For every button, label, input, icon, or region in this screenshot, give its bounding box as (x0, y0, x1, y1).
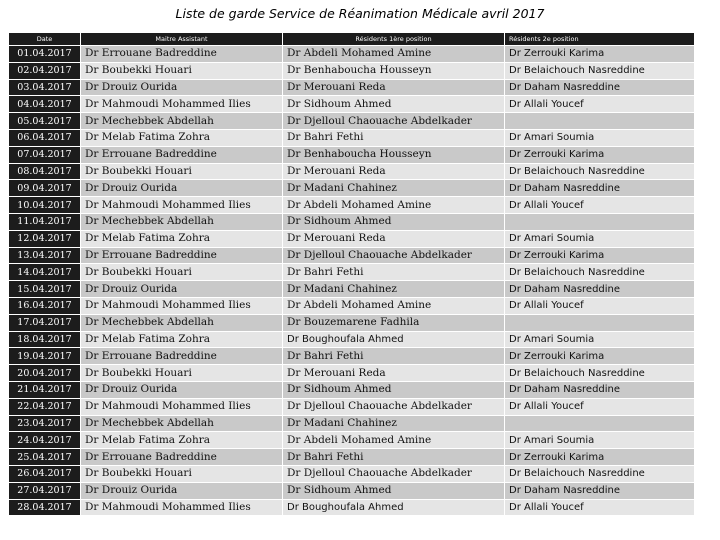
table-row (9, 398, 695, 415)
date-cell: 17.04.2017 (9, 314, 81, 331)
maitre-assistant-cell: Dr Boubekki Houari (81, 465, 283, 482)
resident-2-cell: Dr Belaichouch Nasreddine (505, 163, 695, 180)
resident-2-cell (505, 415, 695, 432)
resident-2-cell: Dr Belaichouch Nasreddine (505, 465, 695, 482)
table-row (9, 163, 695, 180)
resident-1-cell: Dr Abdeli Mohamed Amine (283, 432, 505, 449)
maitre-assistant-cell: Dr Boubekki Houari (81, 365, 283, 382)
resident-1-cell: Dr Bahri Fethi (283, 264, 505, 281)
resident-2-cell: Dr Daham Nasreddine (505, 79, 695, 96)
maitre-assistant-cell: Dr Boubekki Houari (81, 264, 283, 281)
date-cell: 22.04.2017 (9, 398, 81, 415)
roster-body (9, 46, 695, 516)
table-row (9, 96, 695, 113)
resident-1-cell: Dr Merouani Reda (283, 365, 505, 382)
header-maitre-assistant: Maitre Assistant (81, 33, 283, 46)
table-row (9, 314, 695, 331)
date-cell: 14.04.2017 (9, 264, 81, 281)
maitre-assistant-cell: Dr Mahmoudi Mohammed Ilies (81, 499, 283, 516)
table-row (9, 348, 695, 365)
date-cell: 12.04.2017 (9, 230, 81, 247)
maitre-assistant-cell: Dr Mechebbek Abdellah (81, 113, 283, 130)
date-cell: 28.04.2017 (9, 499, 81, 516)
maitre-assistant-cell: Dr Mahmoudi Mohammed Ilies (81, 398, 283, 415)
table-row (9, 465, 695, 482)
maitre-assistant-cell: Dr Mahmoudi Mohammed Ilies (81, 197, 283, 214)
maitre-assistant-cell: Dr Melab Fatima Zohra (81, 230, 283, 247)
resident-2-cell: Dr Amari Soumia (505, 129, 695, 146)
table-row (9, 449, 695, 466)
maitre-assistant-cell: Dr Drouiz Ourida (81, 381, 283, 398)
date-cell: 03.04.2017 (9, 79, 81, 96)
resident-1-cell: Dr Sidhoum Ahmed (283, 213, 505, 230)
table-row (9, 213, 695, 230)
resident-2-cell: Dr Allali Youcef (505, 96, 695, 113)
table-row (9, 482, 695, 499)
table-row (9, 381, 695, 398)
table-row (9, 499, 695, 516)
date-cell: 19.04.2017 (9, 348, 81, 365)
date-cell: 23.04.2017 (9, 415, 81, 432)
resident-2-cell: Dr Zerrouki Karima (505, 247, 695, 264)
resident-1-cell: Dr Bahri Fethi (283, 129, 505, 146)
resident-1-cell: Dr Benhaboucha Housseyn (283, 62, 505, 79)
maitre-assistant-cell: Dr Mechebbek Abdellah (81, 213, 283, 230)
maitre-assistant-cell: Dr Drouiz Ourida (81, 281, 283, 298)
resident-1-cell: Dr Djelloul Chaouache Abdelkader (283, 113, 505, 130)
resident-1-cell: Dr Benhaboucha Housseyn (283, 146, 505, 163)
date-cell: 02.04.2017 (9, 62, 81, 79)
resident-2-cell: Dr Daham Nasreddine (505, 180, 695, 197)
resident-1-cell: Dr Madani Chahinez (283, 180, 505, 197)
resident-1-cell: Dr Djelloul Chaouache Abdelkader (283, 398, 505, 415)
date-cell: 13.04.2017 (9, 247, 81, 264)
maitre-assistant-cell: Dr Drouiz Ourida (81, 482, 283, 499)
resident-2-cell: Dr Allali Youcef (505, 197, 695, 214)
date-cell: 15.04.2017 (9, 281, 81, 298)
date-cell: 01.04.2017 (9, 46, 81, 63)
date-cell: 26.04.2017 (9, 465, 81, 482)
table-row (9, 331, 695, 348)
resident-1-cell: Dr Abdeli Mohamed Amine (283, 197, 505, 214)
maitre-assistant-cell: Dr Drouiz Ourida (81, 79, 283, 96)
date-cell: 04.04.2017 (9, 96, 81, 113)
date-cell: 07.04.2017 (9, 146, 81, 163)
table-row (9, 46, 695, 63)
table-row (9, 264, 695, 281)
maitre-assistant-cell: Dr Mahmoudi Mohammed Ilies (81, 297, 283, 314)
table-row (9, 432, 695, 449)
table-row (9, 180, 695, 197)
date-cell: 08.04.2017 (9, 163, 81, 180)
resident-1-cell: Dr Sidhoum Ahmed (283, 96, 505, 113)
table-row (9, 247, 695, 264)
date-cell: 20.04.2017 (9, 365, 81, 382)
date-cell: 21.04.2017 (9, 381, 81, 398)
table-row (9, 415, 695, 432)
resident-2-cell: Dr Daham Nasreddine (505, 281, 695, 298)
maitre-assistant-cell: Dr Melab Fatima Zohra (81, 129, 283, 146)
table-row (9, 297, 695, 314)
resident-1-cell: Dr Sidhoum Ahmed (283, 482, 505, 499)
header-residents-1: Résidents 1ère position (283, 33, 505, 46)
header-residents-2: Résidents 2e position (505, 33, 695, 46)
date-cell: 18.04.2017 (9, 331, 81, 348)
resident-2-cell (505, 213, 695, 230)
table-row (9, 129, 695, 146)
roster-table (8, 32, 695, 516)
date-cell: 05.04.2017 (9, 113, 81, 130)
resident-2-cell: Dr Zerrouki Karima (505, 46, 695, 63)
resident-1-cell: Dr Abdeli Mohamed Amine (283, 46, 505, 63)
resident-2-cell: Dr Belaichouch Nasreddine (505, 264, 695, 281)
header-row (9, 33, 695, 46)
date-cell: 09.04.2017 (9, 180, 81, 197)
resident-2-cell: Dr Daham Nasreddine (505, 381, 695, 398)
resident-2-cell: Dr Belaichouch Nasreddine (505, 62, 695, 79)
resident-2-cell: Dr Zerrouki Karima (505, 449, 695, 466)
date-cell: 25.04.2017 (9, 449, 81, 466)
maitre-assistant-cell: Dr Boubekki Houari (81, 163, 283, 180)
maitre-assistant-cell: Dr Errouane Badreddine (81, 146, 283, 163)
resident-1-cell: Dr Abdeli Mohamed Amine (283, 297, 505, 314)
date-cell: 16.04.2017 (9, 297, 81, 314)
resident-2-cell: Dr Belaichouch Nasreddine (505, 365, 695, 382)
resident-1-cell: Dr Bouzemarene Fadhila (283, 314, 505, 331)
maitre-assistant-cell: Dr Mahmoudi Mohammed Ilies (81, 96, 283, 113)
maitre-assistant-cell: Dr Errouane Badreddine (81, 247, 283, 264)
table-row (9, 197, 695, 214)
table-row (9, 281, 695, 298)
resident-2-cell: Dr Zerrouki Karima (505, 146, 695, 163)
maitre-assistant-cell: Dr Boubekki Houari (81, 62, 283, 79)
resident-1-cell: Dr Djelloul Chaouache Abdelkader (283, 465, 505, 482)
date-cell: 24.04.2017 (9, 432, 81, 449)
table-row (9, 113, 695, 130)
resident-2-cell: Dr Daham Nasreddine (505, 482, 695, 499)
resident-1-cell: Dr Madani Chahinez (283, 281, 505, 298)
resident-2-cell: Dr Amari Soumia (505, 230, 695, 247)
resident-1-cell: Dr Sidhoum Ahmed (283, 381, 505, 398)
resident-1-cell: Dr Boughoufala Ahmed (283, 499, 505, 516)
date-cell: 27.04.2017 (9, 482, 81, 499)
resident-1-cell: Dr Bahri Fethi (283, 348, 505, 365)
resident-2-cell: Dr Amari Soumia (505, 331, 695, 348)
table-row (9, 365, 695, 382)
resident-1-cell: Dr Merouani Reda (283, 230, 505, 247)
maitre-assistant-cell: Dr Melab Fatima Zohra (81, 331, 283, 348)
resident-1-cell: Dr Merouani Reda (283, 79, 505, 96)
resident-2-cell: Dr Allali Youcef (505, 297, 695, 314)
resident-1-cell: Dr Merouani Reda (283, 163, 505, 180)
resident-1-cell: Dr Bahri Fethi (283, 449, 505, 466)
resident-1-cell: Dr Madani Chahinez (283, 415, 505, 432)
resident-1-cell: Dr Boughoufala Ahmed (283, 331, 505, 348)
resident-2-cell (505, 113, 695, 130)
resident-2-cell: Dr Allali Youcef (505, 499, 695, 516)
date-cell: 10.04.2017 (9, 197, 81, 214)
table-row (9, 146, 695, 163)
table-row (9, 230, 695, 247)
date-cell: 11.04.2017 (9, 213, 81, 230)
maitre-assistant-cell: Dr Errouane Badreddine (81, 449, 283, 466)
maitre-assistant-cell: Dr Errouane Badreddine (81, 46, 283, 63)
resident-2-cell (505, 314, 695, 331)
resident-2-cell: Dr Amari Soumia (505, 432, 695, 449)
maitre-assistant-cell: Dr Mechebbek Abdellah (81, 415, 283, 432)
maitre-assistant-cell: Dr Drouiz Ourida (81, 180, 283, 197)
resident-2-cell: Dr Allali Youcef (505, 398, 695, 415)
maitre-assistant-cell: Dr Mechebbek Abdellah (81, 314, 283, 331)
resident-2-cell: Dr Zerrouki Karima (505, 348, 695, 365)
page-title: Liste de garde Service de Réanimation Médicale avril 2017 (175, 6, 545, 21)
header-date: Date (9, 33, 81, 46)
maitre-assistant-cell: Dr Melab Fatima Zohra (81, 432, 283, 449)
table-row (9, 62, 695, 79)
maitre-assistant-cell: Dr Errouane Badreddine (81, 348, 283, 365)
table-row (9, 79, 695, 96)
date-cell: 06.04.2017 (9, 129, 81, 146)
resident-1-cell: Dr Djelloul Chaouache Abdelkader (283, 247, 505, 264)
